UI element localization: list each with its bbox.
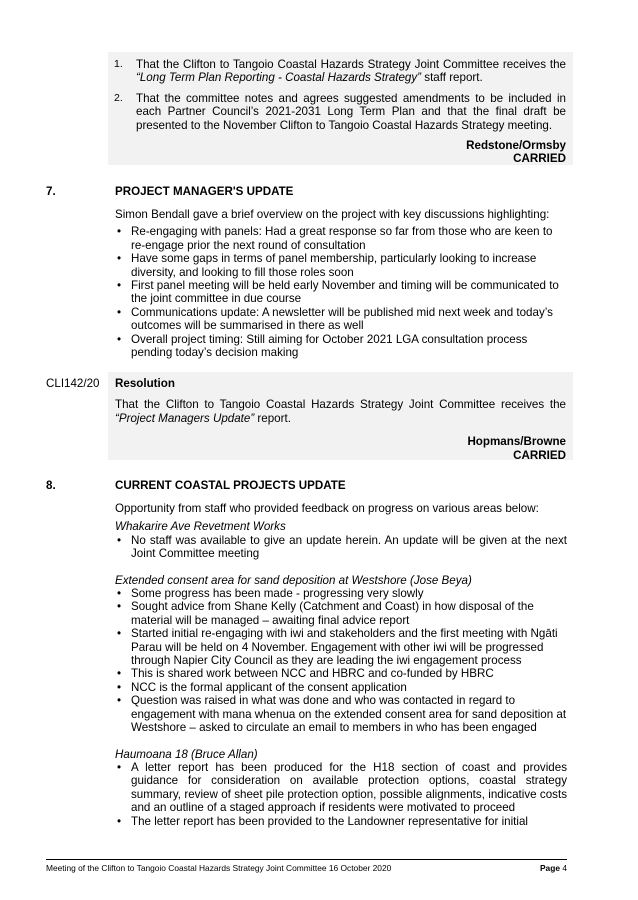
subsection-bullets xyxy=(115,761,567,828)
list-item: • Started initial re-engaging with iwi and stakeholders and the first meeting with Ngāti Parau will be held on 4 November. Engagement with other iwi will be progressed through Napier City Council as they are leading the iwi engagement process xyxy=(117,627,558,668)
subsection-heading: Haumoana 18 (Bruce Allan) xyxy=(115,747,258,761)
recommendation-item: 1. That the Clifton to Tangoio Coastal Hazards Strategy Joint Committee receives the “Long Term Plan Reporting - Coastal Hazards Strategy” staff report. xyxy=(114,58,566,85)
section-8-title: CURRENT COASTAL PROJECTS UPDATE xyxy=(115,479,346,492)
list-item: • The letter report has been provided to the Landowner representative for initial xyxy=(117,814,529,828)
list-item: • A letter report has been produced for the H18 section of coast and provides guidance for consideration on available protection options, coastal strategy summary, review of sheet pile protection option, possible alignments, indicative costs and an outline of a staged approach if residents were motivated to proceed xyxy=(117,760,567,815)
list-item: • Overall project timing: Still aiming for October 2021 LGA consultation process pending today’s decision making xyxy=(117,332,528,360)
recommendation-item: 2. That the committee notes and agrees suggested amendments to be included in each Partner Council’s 2021-2031 Long Term Plan and that the final draft be presented to the November Clifton to Tangoio Coastal Hazards Strategy meeting. xyxy=(114,91,566,132)
list-item: • Have some gaps in terms of panel membership, particularly looking to increase diversity, and looking to fill those roles soon xyxy=(117,252,537,279)
list-item: • Re-engaging with panels: Had a great response so far from those who are keen to re-engage prior the next round of consultation xyxy=(117,225,553,252)
list-item: • No staff was available to give an update herein. An update will be given at the next Joint Committee meeting xyxy=(117,533,567,561)
footer-text: Meeting of the Clifton to Tangoio Coastal Hazards Strategy Joint Committee 16 October 2020 xyxy=(46,863,392,873)
list-item: • This is shared work between NCC and HBRC and co-funded by HBRC xyxy=(117,667,494,681)
list-item: • First panel meeting will be held early November and timing will be communicated to the joint committee in due course xyxy=(117,279,559,306)
section-8-body xyxy=(115,502,567,828)
recommendations-block xyxy=(108,52,573,165)
section-7-title: PROJECT MANAGER'S UPDATE xyxy=(115,185,294,198)
resolution-movers: Hopmans/Browne CARRIED xyxy=(467,435,566,462)
page-number: Page 4 xyxy=(539,863,567,873)
section-7-bullets xyxy=(115,225,567,359)
resolution-block xyxy=(108,372,573,460)
list-item: • NCC is the formal applicant of the consent application xyxy=(117,680,407,694)
section-7-number: 7. xyxy=(46,185,56,198)
resolution-code: CLI142/20 xyxy=(46,377,100,390)
section-7-body xyxy=(115,208,567,359)
subsection-heading: Whakarire Ave Revetment Works xyxy=(115,520,286,534)
list-item: • Communications update: A newsletter will be published mid next week and today’s outcomes will be summarised in there as well xyxy=(117,305,553,333)
motion-movers: Redstone/Ormsby CARRIED xyxy=(466,139,566,166)
resolution-text: That the Clifton to Tangoio Coastal Hazards Strategy Joint Committee receives the “Project Managers Update” report. xyxy=(115,398,566,425)
subsection-bullets xyxy=(115,587,567,734)
list-item: • Sought advice from Shane Kelly (Catchment and Coast) in how disposal of the material will be managed – awaiting final advice report xyxy=(117,600,534,627)
subsection-heading: Extended consent area for sand deposition at Westshore (Jose Beya) xyxy=(115,573,472,587)
resolution-title: Resolution xyxy=(115,377,175,390)
recommendations-list xyxy=(108,52,573,132)
section-8-number: 8. xyxy=(46,479,56,492)
section-7-intro: Simon Bendall gave a brief overview on the project with key discussions highlighting: xyxy=(115,208,550,221)
subsection-bullets xyxy=(115,534,567,561)
footer-rule xyxy=(46,859,567,860)
list-item: • Some progress has been made - progressing very slowly xyxy=(117,587,424,601)
list-item: • Question was raised in what was done and who was contacted in regard to engagement with mana whenua on the extended consent area for sand deposition at Westshore – asked to circulate an email to members in who has been engaged xyxy=(117,694,567,735)
section-8-intro: Opportunity from staff who provided feedback on progress on various areas below: xyxy=(115,502,539,515)
